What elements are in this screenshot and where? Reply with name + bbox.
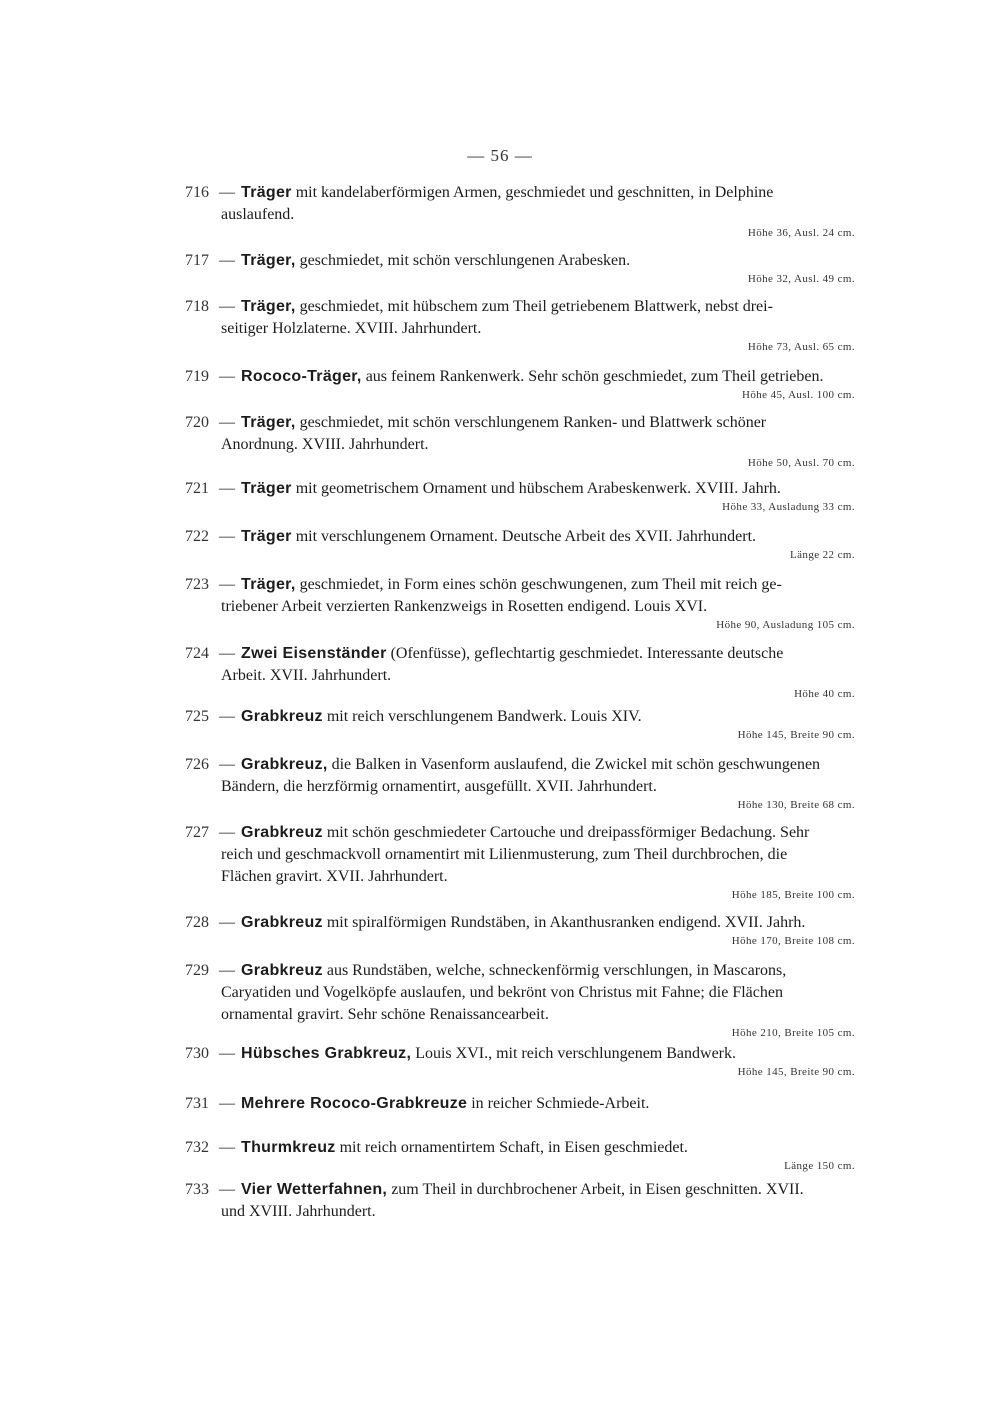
entry-title: Mehrere Rococo-Grabkreuze xyxy=(241,1095,468,1112)
entry-description: geschmiedet, in Form eines schön geschwungenen, zum Theil mit reich ge- xyxy=(295,576,782,593)
entry-text xyxy=(185,250,881,272)
entry-dash: — xyxy=(219,645,235,662)
entry-dimensions: Länge 22 cm. xyxy=(790,549,855,561)
entry-description: mit spiralförmigen Rundstäben, in Akanthusranken endigend. XVII. Jahrh. xyxy=(322,914,806,931)
entry-first-line xyxy=(185,914,805,931)
entry-description: die Balken in Vasenform auslaufend, die Zwickel mit schön geschwungenen xyxy=(327,756,821,773)
entry-title: Träger, xyxy=(241,252,296,269)
entry-description: aus feinem Rankenwerk. Sehr schön geschmiedet, zum Theil getrieben. xyxy=(361,368,824,385)
entry-description: mit schön geschmiedeter Cartouche und dreipassförmiger Bedachung. Sehr xyxy=(322,824,810,841)
entry-first-line xyxy=(185,576,782,593)
entry-text xyxy=(185,574,881,618)
catalog-entry xyxy=(185,1093,881,1115)
entry-text xyxy=(185,1043,881,1065)
entry-dash: — xyxy=(219,1045,235,1062)
entry-description: (Ofenfüsse), geflechtartig geschmiedet. Interessante deutsche xyxy=(386,645,784,662)
entry-dash: — xyxy=(219,756,235,773)
catalog-entry xyxy=(185,1043,881,1079)
entry-title: Träger xyxy=(241,528,292,545)
entry-continuation: Flächen gravirt. XVII. Jahrhundert. xyxy=(221,868,448,885)
entry-title: Träger, xyxy=(241,576,296,593)
entry-text xyxy=(185,706,881,728)
entry-title: Thurmkreuz xyxy=(241,1139,336,1156)
entry-dimensions: Höhe 210, Breite 105 cm. xyxy=(731,1027,855,1039)
catalog-entry xyxy=(185,822,881,902)
entry-title: Träger, xyxy=(241,298,296,315)
entry-dimensions: Höhe 36, Ausl. 24 cm. xyxy=(747,227,855,239)
entry-dash: — xyxy=(219,1095,235,1112)
entry-text xyxy=(185,296,881,340)
catalog-entry xyxy=(185,1137,881,1173)
entry-first-line xyxy=(185,824,809,841)
entry-title: Hübsches Grabkreuz, xyxy=(241,1045,412,1062)
catalog-entry xyxy=(185,526,881,562)
entry-dash: — xyxy=(219,298,235,315)
entry-title: Vier Wetterfahnen, xyxy=(241,1181,388,1198)
entry-dimensions: Höhe 33, Ausladung 33 cm. xyxy=(722,501,855,513)
lot-number: 723 xyxy=(185,576,209,593)
lot-number: 728 xyxy=(185,914,209,931)
entry-title: Grabkreuz, xyxy=(241,756,328,773)
entry-description: geschmiedet, mit schön verschlungenem Ranken- und Blattwerk schöner xyxy=(295,414,767,431)
entry-title: Grabkreuz xyxy=(241,914,323,931)
entry-first-line xyxy=(185,1139,688,1156)
entry-dimensions: Höhe 185, Breite 100 cm. xyxy=(731,889,855,901)
catalog-entry xyxy=(185,912,881,948)
entry-first-line xyxy=(185,252,630,269)
catalog-entry xyxy=(185,706,881,742)
entry-dimensions: Höhe 40 cm. xyxy=(794,688,855,700)
entry-title: Zwei Eisenständer xyxy=(241,645,387,662)
entry-first-line xyxy=(185,414,766,431)
catalog-entry xyxy=(185,643,881,701)
entry-description: mit reich verschlungenem Bandwerk. Louis XIV. xyxy=(322,708,642,725)
entry-dimensions: Höhe 32, Ausl. 49 cm. xyxy=(747,273,855,285)
entry-description: in reicher Schmiede-Arbeit. xyxy=(467,1095,650,1112)
lot-number: 716 xyxy=(185,184,209,201)
entry-first-line xyxy=(185,528,756,545)
entry-dash: — xyxy=(219,252,235,269)
entry-first-line xyxy=(185,480,781,497)
entry-description: mit verschlungenem Ornament. Deutsche Arbeit des XVII. Jahrhundert. xyxy=(291,528,757,545)
lot-number: 725 xyxy=(185,708,209,725)
lot-number: 722 xyxy=(185,528,209,545)
entry-text xyxy=(185,912,881,934)
catalog-entry xyxy=(185,754,881,812)
entry-description: mit reich ornamentirtem Schaft, in Eisen geschmiedet. xyxy=(335,1139,688,1156)
entry-dash: — xyxy=(219,914,235,931)
entry-dimensions: Höhe 130, Breite 68 cm. xyxy=(737,799,855,811)
catalog-entry xyxy=(185,412,881,470)
entry-first-line xyxy=(185,756,820,773)
entry-text xyxy=(185,960,881,1026)
entry-dash: — xyxy=(219,824,235,841)
entry-dash: — xyxy=(219,528,235,545)
entry-description: geschmiedet, mit schön verschlungenen Arabesken. xyxy=(295,252,631,269)
entry-description: geschmiedet, mit hübschem zum Theil getriebenem Blattwerk, nebst drei- xyxy=(295,298,773,315)
catalog-entry xyxy=(185,574,881,632)
entry-dash: — xyxy=(219,414,235,431)
entry-continuation: auslaufend. xyxy=(221,206,295,223)
entry-dimensions: Höhe 170, Breite 108 cm. xyxy=(731,935,855,947)
lot-number: 724 xyxy=(185,645,209,662)
entry-dimensions: Höhe 145, Breite 90 cm. xyxy=(737,1066,855,1078)
entry-dash: — xyxy=(219,1139,235,1156)
entry-title: Grabkreuz xyxy=(241,962,323,979)
catalog-entry xyxy=(185,296,881,354)
entry-first-line xyxy=(185,184,773,201)
entry-text xyxy=(185,1093,881,1115)
lot-number: 720 xyxy=(185,414,209,431)
entry-first-line xyxy=(185,1045,736,1062)
lot-number: 719 xyxy=(185,368,209,385)
entry-description: mit geometrischem Ornament und hübschem Arabeskenwerk. XVIII. Jahrh. xyxy=(291,480,781,497)
catalog-entry xyxy=(185,1179,881,1223)
entry-dimensions: Höhe 90, Ausladung 105 cm. xyxy=(716,619,855,631)
entry-text xyxy=(185,1137,881,1159)
page-number: — 56 — xyxy=(467,146,533,165)
entry-text xyxy=(185,822,881,888)
catalog-entry xyxy=(185,250,881,286)
entry-first-line xyxy=(185,708,642,725)
catalog-entry xyxy=(185,478,881,514)
entry-first-line xyxy=(185,962,786,979)
entry-title: Grabkreuz xyxy=(241,708,323,725)
entry-dash: — xyxy=(219,1181,235,1198)
lot-number: 717 xyxy=(185,252,209,269)
entry-description: mit kandelaberförmigen Armen, geschmiedet und geschnitten, in Delphine xyxy=(291,184,774,201)
entry-first-line xyxy=(185,1181,804,1198)
lot-number: 726 xyxy=(185,756,209,773)
entry-title: Grabkreuz xyxy=(241,824,323,841)
entry-dash: — xyxy=(219,576,235,593)
entry-dimensions: Höhe 50, Ausl. 70 cm. xyxy=(747,457,855,469)
entry-text xyxy=(185,366,881,388)
lot-number: 718 xyxy=(185,298,209,315)
lot-number: 731 xyxy=(185,1095,209,1112)
lot-number: 730 xyxy=(185,1045,209,1062)
entry-dash: — xyxy=(219,962,235,979)
entry-continuation: reich und geschmackvoll ornamentirt mit Lilienmusterung, zum Theil durchbrochen, die xyxy=(221,846,788,863)
entry-dash: — xyxy=(219,184,235,201)
entry-title: Träger xyxy=(241,184,292,201)
entry-description: aus Rundstäben, welche, schneckenförmig verschlungen, in Mascarons, xyxy=(322,962,787,979)
entry-first-line xyxy=(185,368,823,385)
entry-continuation: triebener Arbeit verzierten Rankenzweigs in Rosetten endigend. Louis XVI. xyxy=(221,598,708,615)
entry-title: Träger xyxy=(241,480,292,497)
entry-continuation: Arbeit. XVII. Jahrhundert. xyxy=(221,667,392,684)
entry-continuation: ornamental gravirt. Sehr schöne Renaissancearbeit. xyxy=(221,1006,549,1023)
entry-continuation: seitiger Holzlaterne. XVIII. Jahrhundert. xyxy=(221,320,482,337)
lot-number: 732 xyxy=(185,1139,209,1156)
catalog-entry xyxy=(185,366,881,402)
lot-number: 729 xyxy=(185,962,209,979)
entry-title: Rococo-Träger, xyxy=(241,368,362,385)
lot-number: 727 xyxy=(185,824,209,841)
lot-number: 733 xyxy=(185,1181,209,1198)
entry-first-line xyxy=(185,1095,649,1112)
catalog-entry xyxy=(185,960,881,1040)
entry-description: zum Theil in durchbrochener Arbeit, in Eisen geschnitten. XVII. xyxy=(387,1181,804,1198)
entry-text xyxy=(185,643,881,687)
entry-continuation: Anordnung. XVIII. Jahrhundert. xyxy=(221,436,429,453)
entry-dash: — xyxy=(219,368,235,385)
entry-first-line xyxy=(185,298,773,315)
entry-description: Louis XVI., mit reich verschlungenem Bandwerk. xyxy=(411,1045,737,1062)
entry-first-line xyxy=(185,645,783,662)
entry-text xyxy=(185,1179,881,1223)
entry-dash: — xyxy=(219,480,235,497)
entry-text xyxy=(185,478,881,500)
catalog-entry xyxy=(185,182,881,240)
entry-dash: — xyxy=(219,708,235,725)
entry-dimensions: Höhe 145, Breite 90 cm. xyxy=(737,729,855,741)
entry-text xyxy=(185,182,881,226)
entry-continuation: Bändern, die herzförmig ornamentirt, ausgefüllt. XVII. Jahrhundert. xyxy=(221,778,657,795)
entry-title: Träger, xyxy=(241,414,296,431)
entry-dimensions: Höhe 73, Ausl. 65 cm. xyxy=(747,341,855,353)
entry-text xyxy=(185,754,881,798)
lot-number: 721 xyxy=(185,480,209,497)
entry-continuation: Caryatiden und Vogelköpfe auslaufen, und bekrönt von Christus mit Fahne; die Flächen xyxy=(221,984,783,1001)
entry-dimensions: Höhe 45, Ausl. 100 cm. xyxy=(742,389,855,401)
entry-text xyxy=(185,412,881,456)
entry-dimensions: Länge 150 cm. xyxy=(784,1160,855,1172)
entry-text xyxy=(185,526,881,548)
entry-continuation: und XVIII. Jahrhundert. xyxy=(221,1203,376,1220)
